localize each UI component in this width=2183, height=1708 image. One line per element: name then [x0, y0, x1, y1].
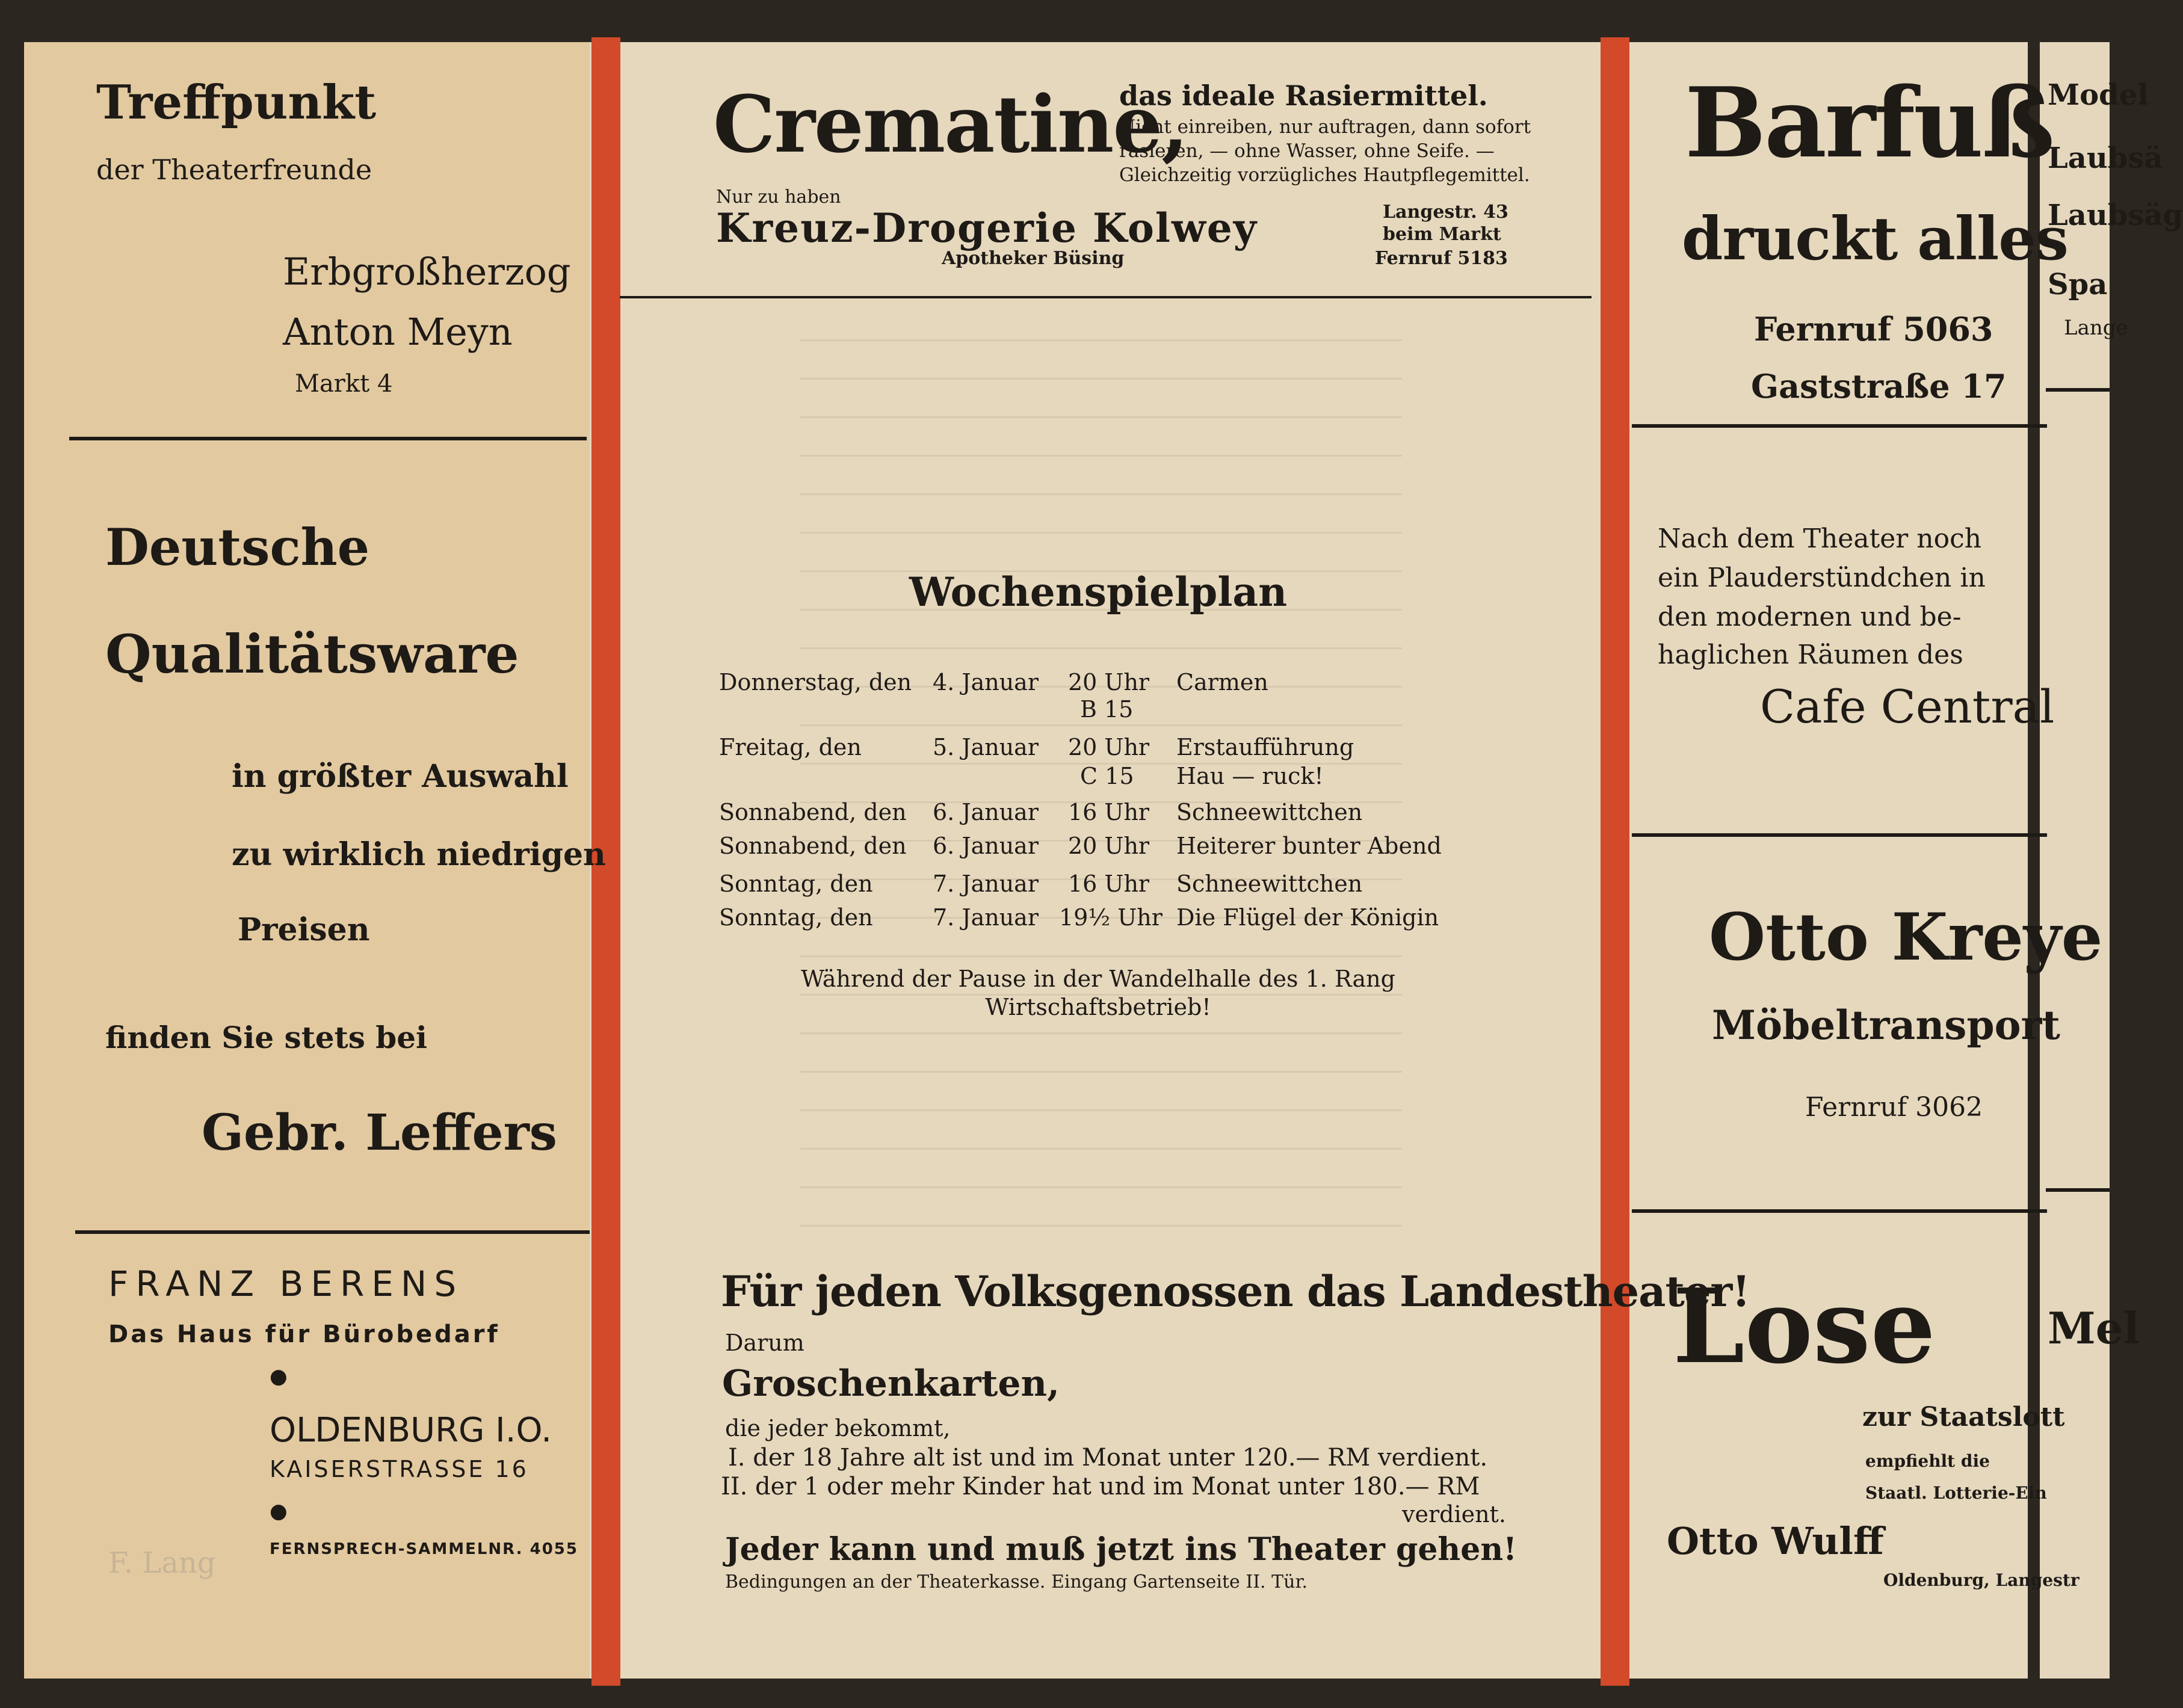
company-name: FRANZ BERENS [108, 1263, 464, 1304]
schedule-row [719, 833, 1471, 866]
ad-text: in größter Auswahl [232, 758, 569, 795]
description-line: Gleichzeitig vorzügliches Hautpflegemittel. [1119, 164, 1530, 186]
ad-company-name: Gebr. Leffers [202, 1104, 557, 1162]
schedule-day: Donnerstag, den [719, 669, 912, 695]
schedule-date: 4. Januar [933, 669, 1039, 695]
schedule-event: Schneewittchen [1176, 799, 1363, 825]
signature: F. Lang [108, 1546, 216, 1580]
shop-phone: Fernruf 5183 [1375, 248, 1508, 269]
edge-text: Laubsä [2048, 141, 2163, 175]
ad-name: Otto Wulff [1667, 1519, 1884, 1563]
city: OLDENBURG I.O. [270, 1411, 552, 1450]
divider [75, 1230, 590, 1234]
ad-headline: Deutsche [105, 517, 370, 577]
schedule-day: Sonnabend, den [719, 799, 907, 825]
ad-address: Oldenburg, Langestr [1883, 1570, 2080, 1590]
ad-text: zur Staatslott [1862, 1402, 2065, 1432]
edge-text: Laubsäg [2048, 199, 2183, 232]
schedule-date: 7. Januar [933, 904, 1039, 931]
divider [620, 296, 1592, 298]
ad-title: Treffpunkt [96, 75, 377, 130]
schedule-event: Schneewittchen [1176, 871, 1363, 897]
promo-condition: II. der 1 oder mehr Kinder hat und im Monat unter 180.— RM [721, 1473, 1480, 1500]
promo-headline: Für jeden Volksgenossen das Landestheater! [721, 1266, 1750, 1316]
bullet-icon: ● [270, 1499, 288, 1523]
edge-text: Spa [2048, 268, 2108, 301]
schedule-event: Erstaufführung [1176, 734, 1354, 760]
edge-text: Mel [2048, 1303, 2140, 1354]
ad-text: Nach dem Theater noch [1658, 523, 1982, 554]
schedule-title: Wochenspielplan [909, 569, 1288, 615]
ad-title: Lose [1673, 1266, 1936, 1387]
shop-address-2: beim Markt [1383, 224, 1501, 245]
promo-condition: verdient. [1402, 1501, 1506, 1528]
promo-footer: Bedingungen an der Theaterkasse. Eingang Gartenseite II. Tür. [725, 1571, 1308, 1592]
schedule-time: 16 Uhr [1068, 799, 1150, 825]
promo-text: Darum [725, 1330, 804, 1356]
brand-name: Crematine, [713, 78, 1188, 170]
schedule-series: B 15 [1080, 696, 1134, 723]
schedule-event: Die Flügel der Königin [1176, 904, 1439, 931]
schedule-event: Carmen [1176, 669, 1268, 695]
phone: FERNSPRECH-SAMMELNR. 4055 [270, 1540, 578, 1558]
ad-title: Barfuß [1685, 66, 2053, 179]
schedule-row [719, 871, 1471, 904]
schedule-time: 20 Uhr [1068, 669, 1150, 695]
shop-name: Kreuz-Drogerie Kolwey [716, 205, 1258, 251]
bullet-icon: ● [270, 1364, 288, 1389]
ad-text: den modernen und be- [1658, 602, 1962, 632]
schedule-day: Sonnabend, den [719, 833, 907, 859]
divider [1632, 833, 2047, 837]
ad-title: Otto Kreye [1709, 899, 2103, 975]
ad-hotel-name: Erbgroßherzog [283, 250, 571, 294]
promo-call: Jeder kann und muß jetzt ins Theater gehen! [725, 1531, 1517, 1568]
ad-address: Gaststraße 17 [1751, 367, 2007, 405]
schedule-date: 7. Januar [933, 871, 1039, 897]
schedule-time: 19½ Uhr [1059, 904, 1163, 931]
ad-owner-name: Anton Meyn [283, 310, 513, 354]
ad-text: empfiehlt die [1865, 1451, 1990, 1471]
ad-text: Staatl. Lotterie-Ein [1865, 1483, 2047, 1503]
only-at-label: Nur zu haben [716, 187, 841, 208]
adjacent-page-clip [2046, 42, 2183, 1679]
schedule-time: 16 Uhr [1068, 871, 1150, 897]
ad-text: finden Sie stets bei [105, 1020, 428, 1055]
edge-text: Model [2048, 78, 2149, 112]
schedule-day: Sonntag, den [719, 871, 873, 897]
schedule-row [719, 904, 1471, 938]
schedule-date: 6. Januar [933, 799, 1039, 825]
schedule-note: Wirtschaftsbetrieb! [985, 994, 1211, 1020]
schedule-date: 5. Januar [933, 734, 1039, 760]
schedule-day: Freitag, den [719, 734, 862, 760]
description-line: Nicht einreiben, nur auftragen, dann sofort [1119, 116, 1531, 138]
schedule-event: Heiterer bunter Abend [1176, 833, 1442, 859]
ad-phone: Fernruf 3062 [1805, 1092, 1983, 1123]
shop-owner: Apotheker Büsing [942, 248, 1125, 269]
divider [69, 437, 587, 440]
ad-headline-2: Qualitätsware [105, 623, 519, 685]
edge-text: Lange [2064, 316, 2128, 340]
divider [1632, 1209, 2047, 1213]
schedule-day: Sonntag, den [719, 904, 873, 931]
ad-address: Markt 4 [295, 370, 393, 398]
tagline: das ideale Rasiermittel. [1119, 79, 1488, 112]
ad-text: Preisen [238, 911, 370, 948]
street: KAISERSTRASSE 16 [270, 1456, 529, 1482]
ad-service: Möbeltransport [1712, 1002, 2060, 1049]
promo-condition: I. der 18 Jahre alt ist und im Monat unter 120.— RM verdient. [728, 1444, 1488, 1472]
schedule-time: 20 Uhr [1068, 833, 1150, 859]
schedule-time: 20 Uhr [1068, 734, 1150, 760]
schedule-series: C 15 [1080, 763, 1134, 789]
ad-subtitle: der Theaterfreunde [96, 153, 372, 186]
ad-phone: Fernruf 5063 [1754, 310, 1993, 348]
edge-rule [2046, 388, 2110, 392]
ad-text: ein Plauderstündchen in [1658, 563, 1986, 593]
red-divider-right [1601, 37, 1629, 1686]
description-line: rasieren, — ohne Wasser, ohne Seife. — [1119, 140, 1495, 162]
schedule-note: Während der Pause in der Wandelhalle des 1. Rang [801, 966, 1395, 992]
cafe-name: Cafe Central [1760, 680, 2055, 733]
ad-text: haglichen Räumen des [1658, 640, 1963, 670]
ad-text: zu wirklich niedrigen [232, 836, 606, 873]
shop-address-1: Langestr. 43 [1383, 202, 1508, 223]
promo-text: die jeder bekommt, [725, 1415, 951, 1441]
company-tagline: Das Haus für Bürobedarf [108, 1321, 500, 1348]
schedule-date: 6. Januar [933, 833, 1039, 859]
edge-rule [2046, 1188, 2110, 1192]
ad-slogan: druckt alles [1682, 205, 2068, 274]
divider [1632, 424, 2047, 428]
schedule-event-title: Hau — ruck! [1176, 763, 1324, 789]
promo-groschen: Groschenkarten, [722, 1363, 1060, 1405]
schedule-row [719, 799, 1471, 833]
